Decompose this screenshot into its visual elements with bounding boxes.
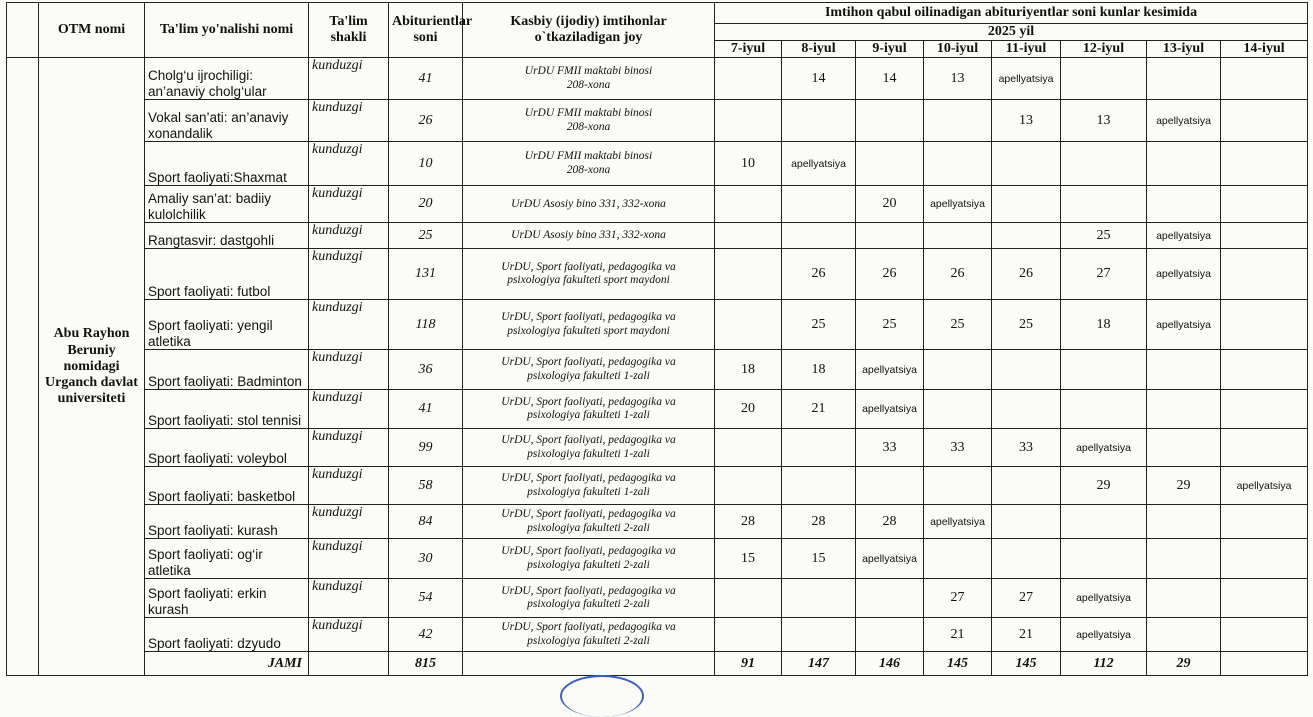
location-line: psixologiya fakulteti 2-zali <box>527 521 650 534</box>
total-day <box>1221 652 1308 676</box>
total-day: 147 <box>782 652 856 676</box>
total-row <box>7 652 1308 676</box>
day-cell: apellyatsiya <box>856 350 924 390</box>
exam-location <box>463 100 715 142</box>
day-cell <box>715 100 782 142</box>
total-day: 112 <box>1061 652 1147 676</box>
day-cell <box>992 467 1061 505</box>
applicant-count: 54 <box>389 579 463 618</box>
table-row <box>7 579 1308 618</box>
day-cell: apellyatsiya <box>992 58 1061 100</box>
day-cell <box>1221 142 1308 186</box>
day-cell <box>1061 350 1147 390</box>
day-cell: 18 <box>715 350 782 390</box>
total-day: 29 <box>1147 652 1221 676</box>
study-form: kunduzgi <box>309 350 389 390</box>
day-cell: 26 <box>992 249 1061 300</box>
day-cell <box>1061 186 1147 223</box>
day-cell <box>782 618 856 652</box>
location-line: psixologiya fakulteti 2-zali <box>527 598 650 611</box>
day-cell <box>1147 390 1221 429</box>
direction-name: Sport faoliyati: Badminton <box>145 350 309 390</box>
day-cell: apellyatsiya <box>1147 100 1221 142</box>
day-cell <box>1147 58 1221 100</box>
location-line: psixologiya fakulteti 1-zali <box>527 447 650 460</box>
direction-name: Sport faoliyati: voleybol <box>145 429 309 467</box>
day-cell: 10 <box>715 142 782 186</box>
location-line: 208-xona <box>566 163 611 176</box>
university-name: Abu Rayhon Beruniy nomidagi Urganch davlat universiteti <box>39 58 145 676</box>
location-line: UrDU FMII maktabi binosi <box>524 65 653 78</box>
day-cell: apellyatsiya <box>1147 249 1221 300</box>
applicant-count: 30 <box>389 539 463 579</box>
day-cell: 21 <box>992 618 1061 652</box>
applicant-count: 10 <box>389 142 463 186</box>
seal-stamp <box>560 675 644 717</box>
table-row <box>7 539 1308 579</box>
direction-name: Sport faoliyati:Shaxmat <box>145 142 309 186</box>
table-row <box>7 350 1308 390</box>
day-cell <box>1221 429 1308 467</box>
day-cell <box>1147 429 1221 467</box>
study-form: kunduzgi <box>309 142 389 186</box>
day-cell <box>1061 539 1147 579</box>
total-day: 145 <box>992 652 1061 676</box>
day-cell: 25 <box>782 300 856 350</box>
direction-name: Sport faoliyati: erkin kurash <box>145 579 309 618</box>
table-row <box>7 390 1308 429</box>
day-cell <box>782 429 856 467</box>
day-cell: apellyatsiya <box>924 186 992 223</box>
exam-location <box>463 58 715 100</box>
day-header: 12-iyul <box>1061 41 1147 58</box>
day-cell <box>1147 350 1221 390</box>
location-line: UrDU FMII maktabi binosi <box>524 107 653 120</box>
table-row <box>7 186 1308 223</box>
exam-location <box>463 505 715 539</box>
day-cell: apellyatsiya <box>1221 467 1308 505</box>
table-row <box>7 142 1308 186</box>
day-cell <box>715 223 782 249</box>
day-cell: 28 <box>715 505 782 539</box>
exam-location <box>463 142 715 186</box>
location-line: 208-xona <box>566 120 611 133</box>
exam-location <box>463 300 715 350</box>
applicant-count: 36 <box>389 350 463 390</box>
applicant-count: 42 <box>389 618 463 652</box>
location-line: UrDU, Sport faoliyati, pedagogika va <box>501 260 676 273</box>
location-line: psixologiya fakulteti 1-zali <box>527 369 650 382</box>
total-label: JAMI <box>145 652 309 676</box>
day-cell: apellyatsiya <box>1147 223 1221 249</box>
day-cell <box>992 390 1061 429</box>
day-cell <box>856 467 924 505</box>
day-cell <box>1221 539 1308 579</box>
study-form: kunduzgi <box>309 505 389 539</box>
table-row <box>7 467 1308 505</box>
location-line: psixologiya fakulteti 1-zali <box>527 409 650 422</box>
location-line: UrDU Asosiy bino 331, 332-xona <box>511 229 666 242</box>
day-cell <box>856 223 924 249</box>
day-cell <box>924 223 992 249</box>
day-cell <box>1221 300 1308 350</box>
year-header: 2025 yil <box>715 24 1308 41</box>
day-cell <box>992 223 1061 249</box>
day-cell: 25 <box>1061 223 1147 249</box>
location-line: 208-xona <box>566 78 611 91</box>
total-count: 815 <box>389 652 463 676</box>
day-cell: 27 <box>1061 249 1147 300</box>
exam-location <box>463 390 715 429</box>
total-day: 146 <box>856 652 924 676</box>
day-cell <box>856 618 924 652</box>
day-cell: 13 <box>992 100 1061 142</box>
location-line: UrDU, Sport faoliyati, pedagogika va <box>501 311 676 324</box>
location-line: psixologiya fakulteti 2-zali <box>527 634 650 647</box>
day-cell <box>782 467 856 505</box>
form-header: Ta'lim shakli <box>309 3 389 58</box>
table-row <box>7 100 1308 142</box>
day-cell <box>856 100 924 142</box>
direction-name: Vokal san’ati: an’anaviy xonandalik <box>145 100 309 142</box>
study-form: kunduzgi <box>309 186 389 223</box>
location-line: UrDU, Sport faoliyati, pedagogika va <box>501 356 676 369</box>
direction-name: Sport faoliyati: kurash <box>145 505 309 539</box>
location-line: UrDU, Sport faoliyati, pedagogika va <box>501 545 676 558</box>
day-cell: 29 <box>1147 467 1221 505</box>
day-cell: 33 <box>856 429 924 467</box>
direction-name: Sport faoliyati: dzyudo <box>145 618 309 652</box>
study-form: kunduzgi <box>309 618 389 652</box>
table-row <box>7 429 1308 467</box>
otm-header: OTM nomi <box>39 3 145 58</box>
location-line: UrDU, Sport faoliyati, pedagogika va <box>501 621 676 634</box>
index-header <box>7 3 39 58</box>
exam-location <box>463 579 715 618</box>
day-cell <box>992 350 1061 390</box>
study-form: kunduzgi <box>309 58 389 100</box>
direction-name: Rangtasvir: dastgohli <box>145 223 309 249</box>
direction-name: Sport faoliyati: og‘ir atletika <box>145 539 309 579</box>
day-cell: 14 <box>856 58 924 100</box>
day-header: 14-iyul <box>1221 41 1308 58</box>
day-header: 7-iyul <box>715 41 782 58</box>
location-line: psixologiya fakulteti 1-zali <box>527 485 650 498</box>
total-form-cell <box>309 652 389 676</box>
day-cell: 20 <box>715 390 782 429</box>
day-cell <box>715 186 782 223</box>
day-cell <box>1221 186 1308 223</box>
exam-location <box>463 350 715 390</box>
day-cell <box>1147 505 1221 539</box>
location-line: psixologiya fakulteti 2-zali <box>527 558 650 571</box>
table-body <box>7 58 1308 676</box>
day-cell: 28 <box>856 505 924 539</box>
day-cell: apellyatsiya <box>1147 300 1221 350</box>
location-line: psixologiya fakulteti sport maydoni <box>507 274 670 287</box>
location-header: Kasbiy (ijodiy) imtihonlar o`tkaziladigan joy <box>463 3 715 58</box>
day-cell <box>856 579 924 618</box>
applicant-count: 20 <box>389 186 463 223</box>
applicant-count: 41 <box>389 390 463 429</box>
location-line: UrDU, Sport faoliyati, pedagogika va <box>501 584 676 597</box>
day-header: 9-iyul <box>856 41 924 58</box>
table-row <box>7 58 1308 100</box>
day-cell <box>924 539 992 579</box>
day-cell <box>715 618 782 652</box>
total-location-cell <box>463 652 715 676</box>
table-row <box>7 249 1308 300</box>
day-cell <box>1061 142 1147 186</box>
day-cell <box>715 467 782 505</box>
day-cell <box>782 579 856 618</box>
study-form: kunduzgi <box>309 539 389 579</box>
table-row <box>7 505 1308 539</box>
location-line: UrDU Asosiy bino 331, 332-xona <box>511 197 666 210</box>
day-cell: apellyatsiya <box>1061 429 1147 467</box>
day-cell <box>1221 249 1308 300</box>
day-cell <box>1221 223 1308 249</box>
day-cell <box>715 429 782 467</box>
day-cell <box>782 223 856 249</box>
day-cell: 14 <box>782 58 856 100</box>
day-cell: 26 <box>924 249 992 300</box>
study-form: kunduzgi <box>309 579 389 618</box>
applicant-count: 58 <box>389 467 463 505</box>
study-form: kunduzgi <box>309 429 389 467</box>
period-title: Imtihon qabul oilinadigan abituriyentlar soni kunlar kesimida <box>715 3 1308 24</box>
day-header: 10-iyul <box>924 41 992 58</box>
day-header: 13-iyul <box>1147 41 1221 58</box>
day-cell: apellyatsiya <box>856 390 924 429</box>
total-day: 145 <box>924 652 992 676</box>
direction-header: Ta'lim yo'nalishi nomi <box>145 3 309 58</box>
day-cell <box>924 142 992 186</box>
day-cell <box>924 467 992 505</box>
day-cell: 25 <box>924 300 992 350</box>
day-cell <box>924 100 992 142</box>
day-cell: 13 <box>924 58 992 100</box>
study-form: kunduzgi <box>309 223 389 249</box>
day-cell <box>1061 58 1147 100</box>
table-row <box>7 223 1308 249</box>
direction-name: Sport faoliyati: futbol <box>145 249 309 300</box>
direction-name: Cholg‘u ijrochiligi: an’anaviy cholg‘ular <box>145 58 309 100</box>
day-cell <box>1221 58 1308 100</box>
index-cell <box>7 58 39 676</box>
day-cell <box>715 58 782 100</box>
day-cell <box>924 350 992 390</box>
location-line: UrDU, Sport faoliyati, pedagogika va <box>501 472 676 485</box>
day-cell: 15 <box>782 539 856 579</box>
day-cell <box>1221 390 1308 429</box>
day-cell <box>992 539 1061 579</box>
applicant-count: 131 <box>389 249 463 300</box>
applicant-count: 26 <box>389 100 463 142</box>
day-cell: apellyatsiya <box>856 539 924 579</box>
day-cell: 25 <box>992 300 1061 350</box>
day-cell <box>1147 142 1221 186</box>
exam-location <box>463 618 715 652</box>
day-cell <box>782 186 856 223</box>
day-cell: 33 <box>924 429 992 467</box>
day-cell <box>992 142 1061 186</box>
applicant-count: 84 <box>389 505 463 539</box>
applicants-header: Abiturientlar soni <box>389 3 463 58</box>
exam-location <box>463 539 715 579</box>
day-cell: 27 <box>924 579 992 618</box>
direction-name: Sport faoliyati: yengil atletika <box>145 300 309 350</box>
day-cell <box>924 390 992 429</box>
day-cell: 26 <box>856 249 924 300</box>
day-cell: apellyatsiya <box>924 505 992 539</box>
study-form: kunduzgi <box>309 390 389 429</box>
day-cell <box>992 505 1061 539</box>
study-form: kunduzgi <box>309 249 389 300</box>
day-cell: 33 <box>992 429 1061 467</box>
total-day: 91 <box>715 652 782 676</box>
day-cell <box>1221 100 1308 142</box>
day-cell: 21 <box>924 618 992 652</box>
study-form: kunduzgi <box>309 100 389 142</box>
location-line: psixologiya fakulteti sport maydoni <box>507 324 670 337</box>
applicant-count: 25 <box>389 223 463 249</box>
day-cell <box>1147 579 1221 618</box>
day-cell: apellyatsiya <box>782 142 856 186</box>
day-cell: 20 <box>856 186 924 223</box>
day-cell <box>992 186 1061 223</box>
day-cell <box>1147 539 1221 579</box>
day-cell <box>1221 579 1308 618</box>
table-row <box>7 618 1308 652</box>
day-cell: apellyatsiya <box>1061 579 1147 618</box>
exam-location <box>463 223 715 249</box>
day-header: 8-iyul <box>782 41 856 58</box>
day-cell: 28 <box>782 505 856 539</box>
applicant-count: 99 <box>389 429 463 467</box>
day-cell: 29 <box>1061 467 1147 505</box>
location-line: UrDU, Sport faoliyati, pedagogika va <box>501 508 676 521</box>
day-cell <box>1147 618 1221 652</box>
day-header: 11-iyul <box>992 41 1061 58</box>
day-cell: 25 <box>856 300 924 350</box>
applicant-count: 41 <box>389 58 463 100</box>
day-cell <box>715 249 782 300</box>
day-cell: 27 <box>992 579 1061 618</box>
location-line: UrDU FMII maktabi binosi <box>524 150 653 163</box>
day-cell: 21 <box>782 390 856 429</box>
direction-name: Sport faoliyati: basketbol <box>145 467 309 505</box>
location-line: UrDU, Sport faoliyati, pedagogika va <box>501 434 676 447</box>
direction-name: Amaliy san’at: badiiy kulolchilik <box>145 186 309 223</box>
day-cell <box>782 100 856 142</box>
exam-location <box>463 249 715 300</box>
day-cell <box>715 300 782 350</box>
day-cell <box>1147 186 1221 223</box>
location-line: UrDU, Sport faoliyati, pedagogika va <box>501 395 676 408</box>
exam-location <box>463 467 715 505</box>
day-cell: apellyatsiya <box>1061 618 1147 652</box>
day-cell <box>856 142 924 186</box>
day-cell <box>1061 390 1147 429</box>
exam-location <box>463 186 715 223</box>
table-row <box>7 300 1308 350</box>
exam-location <box>463 429 715 467</box>
day-cell: 26 <box>782 249 856 300</box>
day-cell <box>715 579 782 618</box>
day-cell <box>1221 618 1308 652</box>
exam-schedule-table <box>6 2 1308 676</box>
direction-name: Sport faoliyati: stol tennisi <box>145 390 309 429</box>
day-cell <box>1221 505 1308 539</box>
day-cell: 15 <box>715 539 782 579</box>
day-cell: 18 <box>782 350 856 390</box>
applicant-count: 118 <box>389 300 463 350</box>
day-cell <box>1221 350 1308 390</box>
study-form: kunduzgi <box>309 300 389 350</box>
day-cell <box>1061 505 1147 539</box>
study-form: kunduzgi <box>309 467 389 505</box>
day-cell: 18 <box>1061 300 1147 350</box>
day-cell: 13 <box>1061 100 1147 142</box>
